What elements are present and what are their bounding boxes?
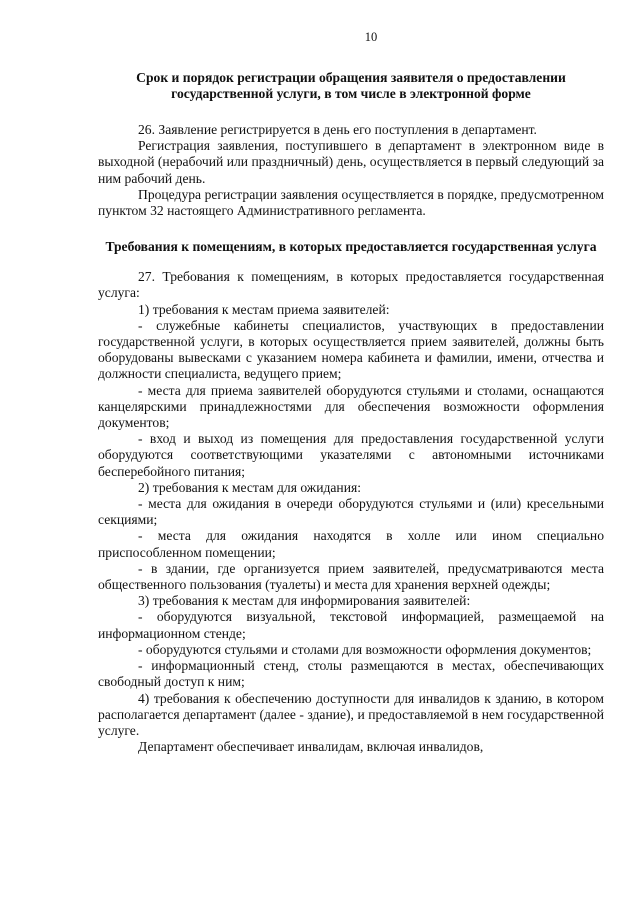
paragraph: - места для ожидания находятся в холле или ином специально приспособленном помещении; [98,528,604,560]
paragraph: Процедура регистрации заявления осуществляется в порядке, предусмотренном пунктом 32 настоящего Административного регламента. [98,186,604,219]
paragraph: - места для ожидания в очереди оборудуются стульями и (или) кресельными секциями; [98,496,604,528]
paragraph: - места для приема заявителей оборудуются стульями и столами, оснащаются канцелярскими принадлежностями для обеспечения возможности оформления документов; [98,382,604,431]
section-body-registration [98,122,604,219]
paragraph: Департамент обеспечивает инвалидам, включая инвалидов, [138,739,484,755]
paragraph: - служебные кабинеты специалистов, участвующих в предоставлении государственной услуги, в которых осуществляется прием заявителей, должны быть оборудованы вывесками с указанием номера кабинета и фамилии, имени, отчества и должности специалиста, ведущего прием; [98,317,604,382]
section-heading-premises: Требования к помещениям, в которых предоставляется государственная услуга [105,239,597,255]
page-number: 10 [364,30,378,44]
paragraph: - оборудуются стульями и столами для возможности оформления документов; [138,641,592,657]
section-body-premises [98,269,604,755]
section-heading-registration: Срок и порядок регистрации обращения заявителя о предоставлении государственной услуги, в том числе в электронной форме [136,70,566,101]
paragraph: - в здании, где организуется прием заявителей, предусматриваются места общественного пользования (туалеты) и места для хранения верхней одежды; [98,560,604,593]
paragraph: Регистрация заявления, поступившего в департамент в электронном виде в выходной (нерабочий или праздничный) день, осуществляется в первый следующий за ним рабочий день. [98,138,605,186]
paragraph: - оборудуются визуальной, текстовой информацией, размещаемой на информационном стенде; [98,609,604,641]
paragraph: 27. Требования к помещениям, в которых предоставляется государственная услуга: [98,269,604,301]
paragraph: 4) требования к обеспечению доступности для инвалидов к зданию, в котором располагается департамент (далее - здание), и предоставляемой в нем государственной услуге. [98,690,604,738]
paragraph: 3) требования к местам для информирования заявителей: [138,593,471,609]
paragraph: - вход и выход из помещения для предоставления государственной услуги оборудуются соответствующими указателями с автономными источниками бесперебойного питания; [98,431,604,479]
paragraph: - информационный стенд, столы размещаются в местах, обеспечивающих свободный доступ к ним; [98,658,604,690]
paragraph: 2) требования к местам для ожидания: [138,479,362,495]
paragraph: 1) требования к местам приема заявителей: [138,301,390,317]
paragraph: 26. Заявление регистрируется в день его поступления в департамент. [138,122,537,137]
